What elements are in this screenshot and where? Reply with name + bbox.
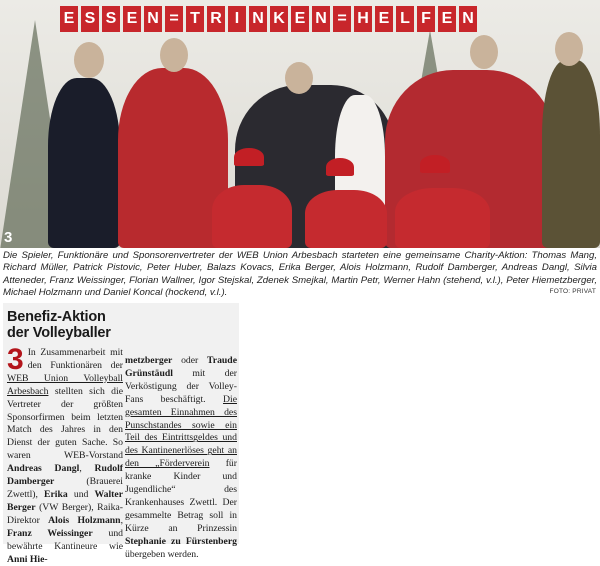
santa-hat [326,158,354,176]
article-text-run: stellten sich die Vertreter der größten Sponsorfirmen beim letzten Match des Jahres in den Dienst der guten Sache. So waren WEB-Vorstand [7,385,123,462]
santa-hat [234,148,264,166]
article-text-run: Andreas Dangl [7,463,80,475]
banner-letter: = [165,6,183,32]
article-text-run: (Brauerei Zwettl), [7,476,123,500]
banner-letter: K [270,6,288,32]
article-text-run: Die gesamten Einnahmen des Punschstandes sowie ein Teil des Eintrittsgeldes und des Kantinenerlöses geht an den „Förderverein [125,393,237,470]
banner [60,6,480,32]
banner-letter: I [228,6,246,32]
article-text-run: Traude Grünstäudl [125,355,237,379]
banner-letter: R [207,6,225,32]
article-text-run: Stephanie zu Fürstenberg [125,535,237,547]
banner-letter: E [438,6,456,32]
article-text-run: (VW Berger), Raika-Direktor [7,501,123,526]
player-head [160,38,188,72]
article-text-run: Rudolf Damberger [7,463,124,488]
banner-letter: N [312,6,330,32]
article-column-2 [125,355,237,562]
player-kneeling [305,190,387,248]
player [48,78,120,248]
banner-letter: E [375,6,393,32]
banner-letter: N [459,6,477,32]
article-text-run: , [79,463,95,475]
player-kneeling [212,185,292,248]
player-head [470,35,498,69]
article-text-run: In Zusammenarbeit mit den Funktionären der [27,347,123,371]
banner-letter: S [102,6,120,32]
article-text-run: übergeben werden. [125,548,199,560]
photo-number: 3 [4,229,13,246]
dropcap: 3 [7,343,24,376]
article-text-run: Anni Hie- [7,553,48,565]
team-photo [0,0,600,248]
banner-letter: L [396,6,414,32]
article-headline: Benefiz-Aktion der Volleyballer [7,309,111,341]
article-text-run: und [67,488,95,500]
article-text-run: Franz Weissinger [7,527,93,539]
sponsor [542,60,600,248]
article-text-run: metzberger [125,355,173,366]
banner-letter: E [291,6,309,32]
article-text-run: WEB Union Volleyball Arbesbach [7,372,123,397]
player-head [74,42,104,78]
santa-hat [420,155,450,173]
article-text-run: Walter Berger [7,488,123,513]
banner-letter: F [417,6,435,32]
article-text-run: mit der Verköstigung der Volley-Fans beschäftigt. [125,367,237,405]
sponsor-head [555,32,583,66]
article-text-run: oder [172,355,208,366]
article-text-run: , [120,514,123,526]
article-text-run: Erika [44,488,68,500]
article-text-run: und bewährte Kantineure wie [7,527,123,552]
article-text-run: Alois Holzmann [48,514,121,526]
player-kneeling [395,188,490,248]
banner-letter: T [186,6,204,32]
photo-caption: Die Spieler, Funktionäre und Sponsorenvertreter der WEB Union Arbesbach starteten eine gemeinsame Charity-Aktion: Thomas Mang, Richard Müller, Patrick Pistovic, Peter Huber, Balazs Kovacs, Erika Berger, Alois Holzmann, Rudolf Damberger, Andreas Dangl, Silvia Atteneder, Franz Weissinger, Florian Wallner, Igor Stejskal, Zdenek Smejkal, Martin Petr, Werner Hahn (stehend, v.l.), Peter Hiemetzberger, Michael Holzmann und Daniel Koncal (hockend, v.l.). [3,250,597,299]
banner-letter: E [60,6,78,32]
banner-letter: = [333,6,351,32]
banner-letter: S [81,6,99,32]
article-column-1 [7,343,124,566]
banner-letter: N [144,6,162,32]
photo-credit: FOTO: PRIVAT [549,288,596,295]
banner-letter: E [123,6,141,32]
sponsor-head [285,62,313,94]
banner-letter: N [249,6,267,32]
article-text-run: für kranke Kinder und Jugendliche“ des Krankenhauses Zwettl. Der gesammelte Betrag soll in Kürze an Prinzessin [125,458,237,534]
article [3,303,239,565]
banner-letter: H [354,6,372,32]
